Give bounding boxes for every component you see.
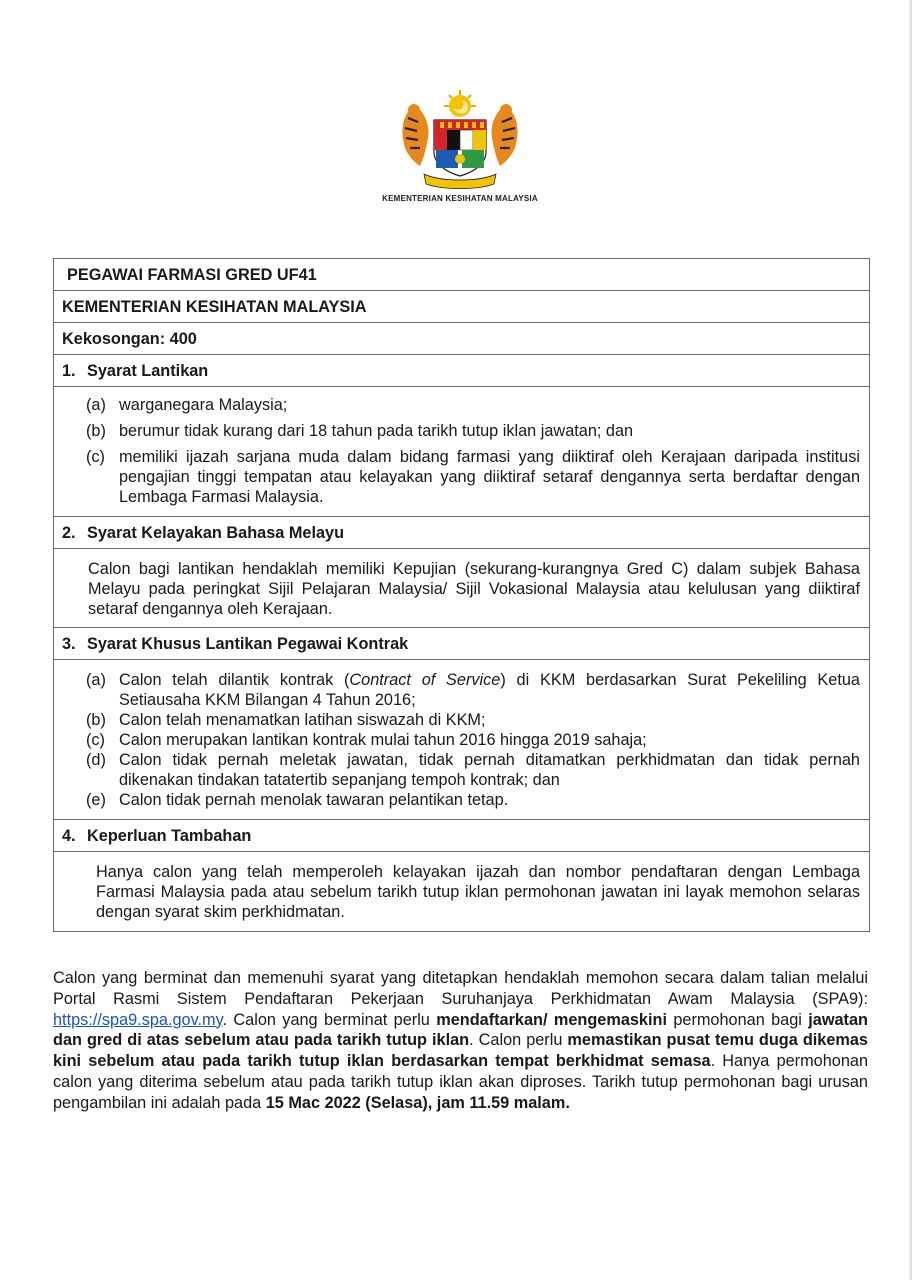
section-1-body (54, 387, 870, 517)
list-item: (c) memiliki ijazah sarjana muda dalam bidang farmasi yang diiktiraf oleh Kerajaan daripada institusi pengajian tinggi tempatan atau kelayakan yang diiktiraf setaraf dengannya serta berdaftar dengan Lembaga Farmasi Malaysia. (86, 448, 860, 506)
vacancy-table (53, 258, 870, 932)
section-4-heading (54, 820, 870, 852)
section-2-heading (54, 517, 870, 549)
coat-of-arms-emblem (390, 88, 530, 192)
ministry-logo (360, 88, 560, 208)
section-number: 1. (62, 362, 76, 380)
section-4-body (54, 852, 870, 932)
list-item: (c) Calon merupakan lantikan kontrak mulai tahun 2016 hingga 2019 sahaja; (86, 731, 647, 749)
section-3-heading (54, 628, 870, 660)
section-paragraph: Calon bagi lantikan hendaklah memiliki Kepujian (sekurang-kurangnya Gred C) dalam subjek Bahasa Melayu pada peringkat Sijil Pelajaran Malaysia/ Sijil Vokasional Malaysia atau kelulusan yang diiktiraf setaraf dengannya oleh Kerajaan. (88, 560, 860, 618)
section-2-body (54, 549, 870, 628)
section-number: 4. (62, 827, 76, 845)
section-paragraph: Hanya calon yang telah memperoleh kelayakan ijazah dan nombor pendaftaran dengan Lembaga Farmasi Malaysia pada atau sebelum tarikh tutup iklan permohonan jawatan ini layak memohon selaras dengan syarat skim perkhidmatan. (96, 863, 860, 921)
list-item: (e) Calon tidak pernah menolak tawaran pelantikan tetap. (86, 791, 509, 809)
position-title: PEGAWAI FARMASI GRED UF41 (54, 259, 870, 291)
section-number: 3. (62, 635, 76, 653)
ministry-name: KEMENTERIAN KESIHATAN MALAYSIA (54, 291, 870, 323)
section-title: Syarat Khusus Lantikan Pegawai Kontrak (87, 635, 409, 653)
section-3-body (54, 660, 870, 820)
list-item: (a) Calon telah dilantik kontrak (Contract of Service) di KKM berdasarkan Surat Pekeliling Ketua Setiausaha KKM Bilangan 4 Tahun 2016; (86, 671, 860, 709)
list-item: (b) Calon telah menamatkan latihan siswazah di KKM; (86, 711, 486, 729)
section-title: Keperluan Tambahan (87, 827, 252, 845)
application-instructions: Calon yang berminat dan memenuhi syarat yang ditetapkan hendaklah memohon secara dalam talian melalui Portal Rasmi Sistem Pendaftaran Pekerjaan Suruhanjaya Perkhidmatan Awam Malaysia (SPA9): https://spa9.spa.gov.my. Calon yang berminat perlu mendaftarkan/ mengemaskini permohonan bagi jawatan dan gred di atas sebelum atau pada tarikh tutup iklan. Calon perlu memastikan pusat temu duga dikemas kini sebelum atau pada tarikh tutup iklan berdasarkan tempat berkhidmat semasa. Hanya permohonan calon yang diterima sebelum atau pada tarikh tutup iklan akan diproses. Tarikh tutup permohonan bagi urusan pengambilan ini adalah pada 15 Mac 2022 (Selasa), jam 11.59 malam. (53, 969, 868, 1112)
section-number: 2. (62, 524, 76, 542)
vacancy-count: Kekosongan: 400 (54, 323, 870, 355)
section-title: Syarat Lantikan (87, 362, 209, 380)
section-1-heading (54, 355, 870, 387)
list-item: (d) Calon tidak pernah meletak jawatan, tidak pernah ditamatkan perkhidmatan dan tidak pernah dikenakan tindakan tatatertib sepanjang tempoh kontrak; dan (86, 751, 860, 789)
list-item: (a) warganegara Malaysia; (86, 396, 288, 414)
ministry-caption: KEMENTERIAN KESIHATAN MALAYSIA (382, 194, 538, 203)
spa9-portal-link[interactable]: https://spa9.spa.gov.my (53, 1010, 223, 1029)
list-item: (b) berumur tidak kurang dari 18 tahun pada tarikh tutup iklan jawatan; dan (86, 422, 634, 440)
section-title: Syarat Kelayakan Bahasa Melayu (87, 524, 345, 542)
page-edge-shadow (908, 0, 912, 1280)
